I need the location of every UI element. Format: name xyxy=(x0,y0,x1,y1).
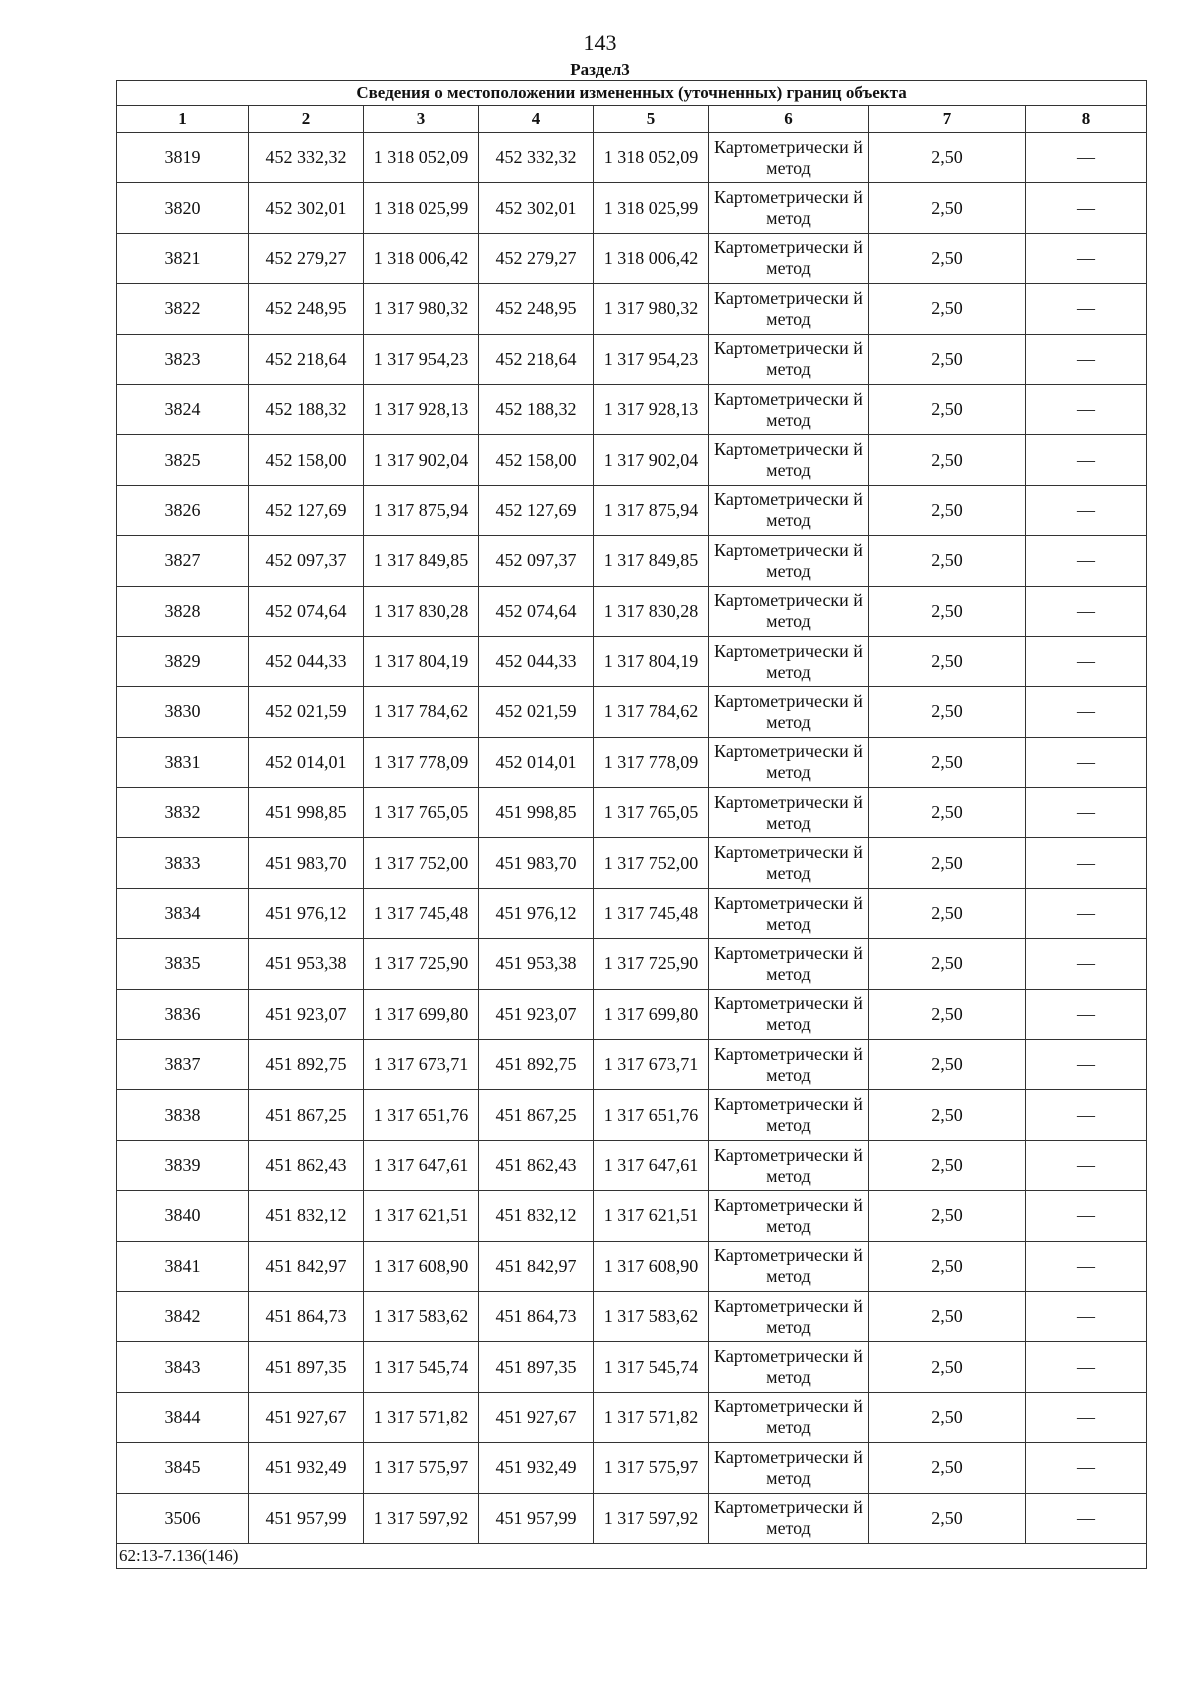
column-number: 8 xyxy=(1026,106,1147,133)
cell-y-new: 1 317 575,97 xyxy=(594,1443,709,1493)
cell-point-number: 3845 xyxy=(117,1443,249,1493)
cell-note: — xyxy=(1026,1090,1147,1140)
cell-point-number: 3824 xyxy=(117,384,249,434)
table-row xyxy=(117,536,1147,586)
table-row xyxy=(117,1241,1147,1291)
cell-precision: 2,50 xyxy=(869,183,1026,233)
column-number: 3 xyxy=(364,106,479,133)
cell-y-new: 1 317 699,80 xyxy=(594,989,709,1039)
cell-note: — xyxy=(1026,536,1147,586)
cell-y-new: 1 317 875,94 xyxy=(594,485,709,535)
table-row xyxy=(117,1191,1147,1241)
cell-method: Картометрически й метод xyxy=(709,939,869,989)
cell-point-number: 3844 xyxy=(117,1392,249,1442)
table-row xyxy=(117,737,1147,787)
cell-y-old: 1 317 778,09 xyxy=(364,737,479,787)
cell-note: — xyxy=(1026,1443,1147,1493)
cell-precision: 2,50 xyxy=(869,1291,1026,1341)
cell-x-old: 452 279,27 xyxy=(249,233,364,283)
cell-point-number: 3831 xyxy=(117,737,249,787)
table-row xyxy=(117,1443,1147,1493)
cell-x-old: 451 927,67 xyxy=(249,1392,364,1442)
table-caption: Сведения о местоположении измененных (уточненных) границ объекта xyxy=(117,81,1147,106)
cell-method: Картометрически й метод xyxy=(709,1342,869,1392)
cell-y-old: 1 317 804,19 xyxy=(364,636,479,686)
cell-method: Картометрически й метод xyxy=(709,586,869,636)
table-row xyxy=(117,788,1147,838)
table-row xyxy=(117,233,1147,283)
cell-precision: 2,50 xyxy=(869,788,1026,838)
cell-point-number: 3836 xyxy=(117,989,249,1039)
cell-y-new: 1 317 804,19 xyxy=(594,636,709,686)
cell-y-old: 1 317 875,94 xyxy=(364,485,479,535)
cell-note: — xyxy=(1026,1040,1147,1090)
cell-y-new: 1 317 621,51 xyxy=(594,1191,709,1241)
cell-precision: 2,50 xyxy=(869,284,1026,334)
cell-x-old: 451 864,73 xyxy=(249,1291,364,1341)
cell-note: — xyxy=(1026,888,1147,938)
cell-x-old: 451 953,38 xyxy=(249,939,364,989)
table-row xyxy=(117,485,1147,535)
table-row xyxy=(117,1040,1147,1090)
cell-y-old: 1 317 928,13 xyxy=(364,384,479,434)
cell-y-old: 1 317 597,92 xyxy=(364,1493,479,1543)
cell-method: Картометрически й метод xyxy=(709,133,869,183)
cell-x-new: 452 097,37 xyxy=(479,536,594,586)
table-row xyxy=(117,183,1147,233)
cell-y-old: 1 317 830,28 xyxy=(364,586,479,636)
cell-y-new: 1 317 651,76 xyxy=(594,1090,709,1140)
cell-y-new: 1 317 545,74 xyxy=(594,1342,709,1392)
cell-method: Картометрически й метод xyxy=(709,989,869,1039)
table-caption-row xyxy=(117,81,1147,106)
cell-x-new: 451 864,73 xyxy=(479,1291,594,1341)
cell-x-old: 452 074,64 xyxy=(249,586,364,636)
cell-x-new: 451 832,12 xyxy=(479,1191,594,1241)
cell-precision: 2,50 xyxy=(869,1392,1026,1442)
cell-method: Картометрически й метод xyxy=(709,1392,869,1442)
table-row xyxy=(117,133,1147,183)
cell-x-new: 451 892,75 xyxy=(479,1040,594,1090)
cell-note: — xyxy=(1026,1140,1147,1190)
cell-x-old: 452 218,64 xyxy=(249,334,364,384)
table-row xyxy=(117,384,1147,434)
cell-x-old: 451 842,97 xyxy=(249,1241,364,1291)
cell-note: — xyxy=(1026,788,1147,838)
cell-note: — xyxy=(1026,1191,1147,1241)
cell-y-new: 1 317 830,28 xyxy=(594,586,709,636)
coordinates-table xyxy=(116,80,1147,1569)
cell-y-new: 1 317 608,90 xyxy=(594,1241,709,1291)
cell-point-number: 3826 xyxy=(117,485,249,535)
cell-point-number: 3832 xyxy=(117,788,249,838)
cell-precision: 2,50 xyxy=(869,939,1026,989)
table-row xyxy=(117,1291,1147,1341)
cell-y-new: 1 317 673,71 xyxy=(594,1040,709,1090)
cell-x-old: 451 832,12 xyxy=(249,1191,364,1241)
cell-y-old: 1 317 575,97 xyxy=(364,1443,479,1493)
cell-y-new: 1 317 849,85 xyxy=(594,536,709,586)
column-number: 4 xyxy=(479,106,594,133)
cell-note: — xyxy=(1026,183,1147,233)
cell-x-new: 452 044,33 xyxy=(479,636,594,686)
cell-note: — xyxy=(1026,233,1147,283)
cell-precision: 2,50 xyxy=(869,687,1026,737)
cell-x-new: 452 014,01 xyxy=(479,737,594,787)
table-row xyxy=(117,1392,1147,1442)
table-row xyxy=(117,1140,1147,1190)
cell-note: — xyxy=(1026,1291,1147,1341)
cell-point-number: 3839 xyxy=(117,1140,249,1190)
column-number: 6 xyxy=(709,106,869,133)
cell-method: Картометрически й метод xyxy=(709,284,869,334)
cell-point-number: 3834 xyxy=(117,888,249,938)
cell-note: — xyxy=(1026,989,1147,1039)
cell-precision: 2,50 xyxy=(869,485,1026,535)
cell-method: Картометрически й метод xyxy=(709,1493,869,1543)
cell-point-number: 3506 xyxy=(117,1493,249,1543)
cell-note: — xyxy=(1026,485,1147,535)
cell-x-new: 451 862,43 xyxy=(479,1140,594,1190)
table-row xyxy=(117,888,1147,938)
cell-y-old: 1 317 849,85 xyxy=(364,536,479,586)
cell-y-old: 1 317 621,51 xyxy=(364,1191,479,1241)
cell-method: Картометрически й метод xyxy=(709,888,869,938)
cell-x-new: 452 218,64 xyxy=(479,334,594,384)
cell-point-number: 3835 xyxy=(117,939,249,989)
column-number: 7 xyxy=(869,106,1026,133)
cell-x-old: 451 957,99 xyxy=(249,1493,364,1543)
cell-y-old: 1 318 006,42 xyxy=(364,233,479,283)
cell-x-new: 452 158,00 xyxy=(479,435,594,485)
cell-x-new: 452 188,32 xyxy=(479,384,594,434)
table-row xyxy=(117,586,1147,636)
table-row xyxy=(117,1090,1147,1140)
cell-x-old: 452 302,01 xyxy=(249,183,364,233)
page-number: 143 xyxy=(583,30,617,55)
cell-method: Картометрически й метод xyxy=(709,334,869,384)
cell-method: Картометрически й метод xyxy=(709,183,869,233)
table-row xyxy=(117,1493,1147,1543)
cell-precision: 2,50 xyxy=(869,1342,1026,1392)
cell-method: Картометрически й метод xyxy=(709,233,869,283)
table-row xyxy=(117,435,1147,485)
cell-method: Картометрически й метод xyxy=(709,1191,869,1241)
cell-precision: 2,50 xyxy=(869,1241,1026,1291)
cell-point-number: 3828 xyxy=(117,586,249,636)
cell-note: — xyxy=(1026,939,1147,989)
cell-y-old: 1 317 980,32 xyxy=(364,284,479,334)
cell-x-new: 451 998,85 xyxy=(479,788,594,838)
cell-y-old: 1 317 647,61 xyxy=(364,1140,479,1190)
cell-method: Картометрически й метод xyxy=(709,737,869,787)
table-row xyxy=(117,989,1147,1039)
cell-precision: 2,50 xyxy=(869,737,1026,787)
cell-x-old: 452 097,37 xyxy=(249,536,364,586)
cell-point-number: 3838 xyxy=(117,1090,249,1140)
cell-method: Картометрически й метод xyxy=(709,687,869,737)
cell-precision: 2,50 xyxy=(869,233,1026,283)
cell-point-number: 3843 xyxy=(117,1342,249,1392)
cell-x-new: 452 248,95 xyxy=(479,284,594,334)
cell-precision: 2,50 xyxy=(869,384,1026,434)
cell-method: Картометрически й метод xyxy=(709,1040,869,1090)
cell-x-old: 452 158,00 xyxy=(249,435,364,485)
cell-point-number: 3840 xyxy=(117,1191,249,1241)
cell-y-old: 1 317 784,62 xyxy=(364,687,479,737)
cell-y-old: 1 317 571,82 xyxy=(364,1392,479,1442)
cell-note: — xyxy=(1026,687,1147,737)
cell-y-new: 1 317 597,92 xyxy=(594,1493,709,1543)
cell-method: Картометрически й метод xyxy=(709,788,869,838)
cell-y-new: 1 317 765,05 xyxy=(594,788,709,838)
cell-y-old: 1 317 583,62 xyxy=(364,1291,479,1341)
cell-note: — xyxy=(1026,1241,1147,1291)
cell-y-old: 1 317 699,80 xyxy=(364,989,479,1039)
cell-x-new: 452 021,59 xyxy=(479,687,594,737)
cell-y-new: 1 317 571,82 xyxy=(594,1392,709,1442)
cell-x-new: 452 074,64 xyxy=(479,586,594,636)
cell-y-old: 1 317 673,71 xyxy=(364,1040,479,1090)
cell-note: — xyxy=(1026,435,1147,485)
cell-precision: 2,50 xyxy=(869,1090,1026,1140)
cell-precision: 2,50 xyxy=(869,1493,1026,1543)
cell-x-new: 451 927,67 xyxy=(479,1392,594,1442)
cell-precision: 2,50 xyxy=(869,536,1026,586)
cell-precision: 2,50 xyxy=(869,586,1026,636)
cell-x-old: 451 932,49 xyxy=(249,1443,364,1493)
cell-x-new: 451 953,38 xyxy=(479,939,594,989)
cell-y-new: 1 317 902,04 xyxy=(594,435,709,485)
cell-point-number: 3841 xyxy=(117,1241,249,1291)
cell-precision: 2,50 xyxy=(869,888,1026,938)
table-row xyxy=(117,838,1147,888)
cell-y-old: 1 317 608,90 xyxy=(364,1241,479,1291)
cell-method: Картометрически й метод xyxy=(709,1090,869,1140)
cell-point-number: 3821 xyxy=(117,233,249,283)
cell-x-new: 451 842,97 xyxy=(479,1241,594,1291)
cell-precision: 2,50 xyxy=(869,1040,1026,1090)
cell-note: — xyxy=(1026,737,1147,787)
cell-y-old: 1 317 725,90 xyxy=(364,939,479,989)
cell-x-new: 451 923,07 xyxy=(479,989,594,1039)
table-row xyxy=(117,1342,1147,1392)
cell-y-new: 1 317 778,09 xyxy=(594,737,709,787)
cell-x-old: 451 923,07 xyxy=(249,989,364,1039)
table-row xyxy=(117,334,1147,384)
cell-y-old: 1 318 025,99 xyxy=(364,183,479,233)
cell-x-old: 451 892,75 xyxy=(249,1040,364,1090)
cell-x-old: 451 867,25 xyxy=(249,1090,364,1140)
cell-point-number: 3822 xyxy=(117,284,249,334)
cell-y-new: 1 318 052,09 xyxy=(594,133,709,183)
table-row xyxy=(117,687,1147,737)
cell-point-number: 3829 xyxy=(117,636,249,686)
cell-precision: 2,50 xyxy=(869,989,1026,1039)
cell-x-old: 451 976,12 xyxy=(249,888,364,938)
cell-x-new: 452 332,32 xyxy=(479,133,594,183)
cell-y-new: 1 317 784,62 xyxy=(594,687,709,737)
cell-method: Картометрически й метод xyxy=(709,636,869,686)
document-code: 62:13-7.136(146) xyxy=(117,1543,1147,1568)
cell-point-number: 3825 xyxy=(117,435,249,485)
cell-method: Картометрически й метод xyxy=(709,1443,869,1493)
cell-point-number: 3819 xyxy=(117,133,249,183)
cell-method: Картометрически й метод xyxy=(709,485,869,535)
cell-note: — xyxy=(1026,384,1147,434)
cell-y-new: 1 317 725,90 xyxy=(594,939,709,989)
cell-method: Картометрически й метод xyxy=(709,1291,869,1341)
cell-precision: 2,50 xyxy=(869,334,1026,384)
cell-point-number: 3823 xyxy=(117,334,249,384)
cell-y-old: 1 317 752,00 xyxy=(364,838,479,888)
cell-y-new: 1 317 752,00 xyxy=(594,838,709,888)
cell-note: — xyxy=(1026,1342,1147,1392)
column-number: 2 xyxy=(249,106,364,133)
cell-x-old: 452 014,01 xyxy=(249,737,364,787)
cell-x-old: 451 897,35 xyxy=(249,1342,364,1392)
table-footer-row xyxy=(117,1543,1147,1568)
cell-precision: 2,50 xyxy=(869,1191,1026,1241)
cell-precision: 2,50 xyxy=(869,1140,1026,1190)
cell-x-new: 451 897,35 xyxy=(479,1342,594,1392)
cell-y-new: 1 317 745,48 xyxy=(594,888,709,938)
cell-x-new: 451 976,12 xyxy=(479,888,594,938)
cell-note: — xyxy=(1026,334,1147,384)
cell-x-new: 451 867,25 xyxy=(479,1090,594,1140)
cell-x-old: 452 044,33 xyxy=(249,636,364,686)
cell-y-old: 1 317 545,74 xyxy=(364,1342,479,1392)
table-row xyxy=(117,939,1147,989)
cell-note: — xyxy=(1026,636,1147,686)
section-title: Раздел3 xyxy=(570,60,630,79)
cell-x-old: 452 332,32 xyxy=(249,133,364,183)
cell-y-old: 1 317 651,76 xyxy=(364,1090,479,1140)
column-number: 5 xyxy=(594,106,709,133)
cell-point-number: 3820 xyxy=(117,183,249,233)
cell-point-number: 3830 xyxy=(117,687,249,737)
cell-note: — xyxy=(1026,1392,1147,1442)
cell-y-new: 1 318 025,99 xyxy=(594,183,709,233)
cell-precision: 2,50 xyxy=(869,838,1026,888)
cell-point-number: 3833 xyxy=(117,838,249,888)
cell-x-old: 451 998,85 xyxy=(249,788,364,838)
cell-y-old: 1 317 765,05 xyxy=(364,788,479,838)
cell-x-new: 452 302,01 xyxy=(479,183,594,233)
cell-x-new: 452 279,27 xyxy=(479,233,594,283)
cell-method: Картометрически й метод xyxy=(709,435,869,485)
cell-precision: 2,50 xyxy=(869,1443,1026,1493)
cell-note: — xyxy=(1026,133,1147,183)
cell-y-new: 1 318 006,42 xyxy=(594,233,709,283)
cell-x-old: 451 862,43 xyxy=(249,1140,364,1190)
cell-point-number: 3842 xyxy=(117,1291,249,1341)
table-row xyxy=(117,284,1147,334)
cell-x-old: 452 127,69 xyxy=(249,485,364,535)
cell-method: Картометрически й метод xyxy=(709,536,869,586)
cell-x-new: 451 932,49 xyxy=(479,1443,594,1493)
cell-point-number: 3837 xyxy=(117,1040,249,1090)
cell-note: — xyxy=(1026,284,1147,334)
cell-x-old: 451 983,70 xyxy=(249,838,364,888)
cell-note: — xyxy=(1026,1493,1147,1543)
cell-y-old: 1 318 052,09 xyxy=(364,133,479,183)
cell-y-old: 1 317 954,23 xyxy=(364,334,479,384)
cell-method: Картометрически й метод xyxy=(709,838,869,888)
cell-precision: 2,50 xyxy=(869,636,1026,686)
cell-y-new: 1 317 647,61 xyxy=(594,1140,709,1190)
cell-y-new: 1 317 954,23 xyxy=(594,334,709,384)
column-number: 1 xyxy=(117,106,249,133)
cell-method: Картометрически й метод xyxy=(709,384,869,434)
cell-x-new: 451 957,99 xyxy=(479,1493,594,1543)
cell-y-old: 1 317 745,48 xyxy=(364,888,479,938)
cell-precision: 2,50 xyxy=(869,133,1026,183)
cell-y-new: 1 317 928,13 xyxy=(594,384,709,434)
cell-note: — xyxy=(1026,586,1147,636)
cell-y-new: 1 317 980,32 xyxy=(594,284,709,334)
cell-x-old: 452 248,95 xyxy=(249,284,364,334)
cell-x-old: 452 021,59 xyxy=(249,687,364,737)
table-row xyxy=(117,636,1147,686)
cell-y-old: 1 317 902,04 xyxy=(364,435,479,485)
cell-y-new: 1 317 583,62 xyxy=(594,1291,709,1341)
column-number-row xyxy=(117,106,1147,133)
cell-method: Картометрически й метод xyxy=(709,1241,869,1291)
cell-x-old: 452 188,32 xyxy=(249,384,364,434)
cell-x-new: 452 127,69 xyxy=(479,485,594,535)
cell-method: Картометрически й метод xyxy=(709,1140,869,1190)
cell-x-new: 451 983,70 xyxy=(479,838,594,888)
cell-note: — xyxy=(1026,838,1147,888)
cell-point-number: 3827 xyxy=(117,536,249,586)
cell-precision: 2,50 xyxy=(869,435,1026,485)
